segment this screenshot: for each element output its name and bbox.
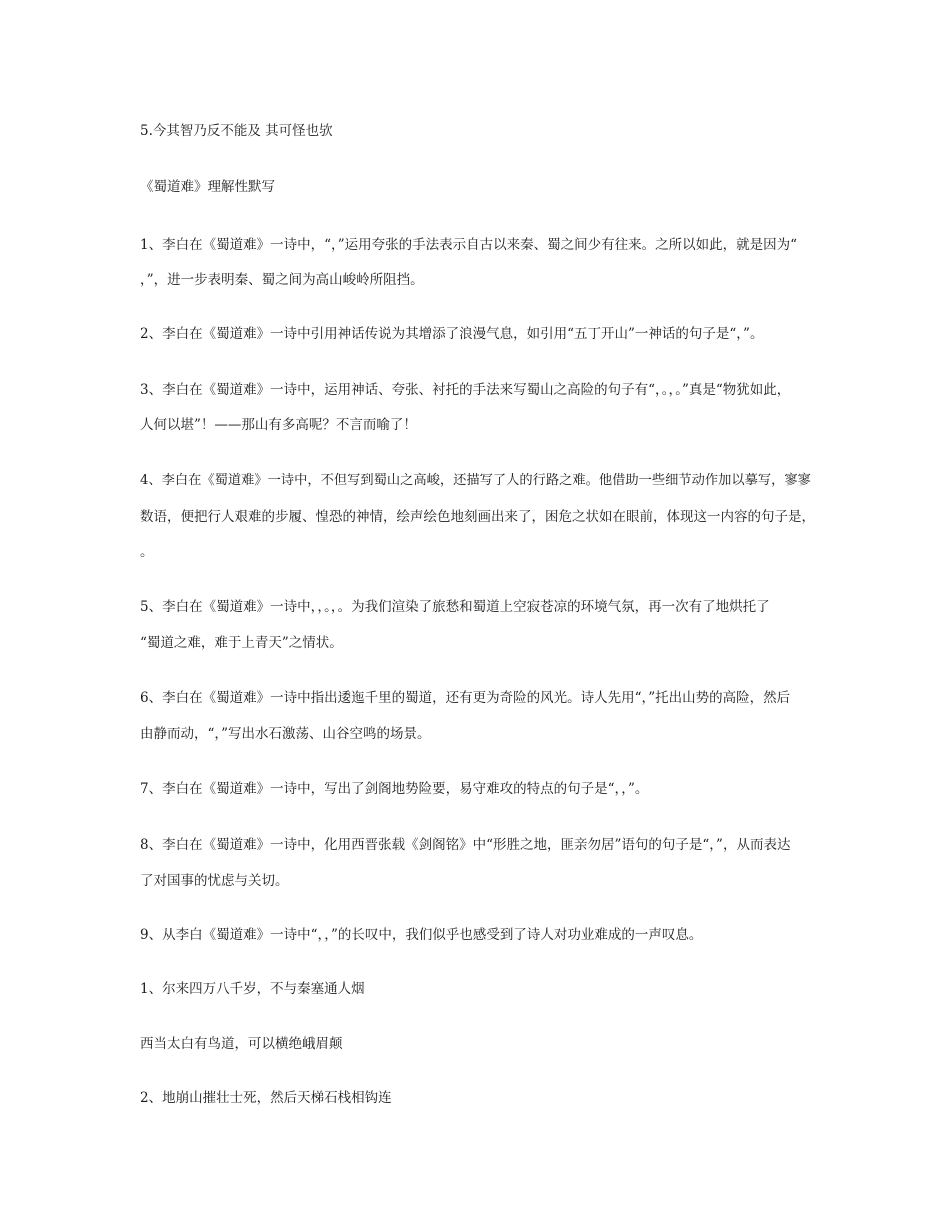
text-line: “蜀道之难，难于上青天”之情状。 [140,635,343,651]
text-line: ，”，进一步表明秦、蜀之间为高山峻岭所阻挡。 [140,272,424,288]
text-line: 了对国事的忧虑与关切。 [140,873,289,889]
text-line: 8、李白在《蜀道难》一诗中，化用西晋张载《剑阁铭》中“形胜之地，匪亲勿居”语句的句子是“，”，从而表达 [140,837,791,853]
text-line: 3、李白在《蜀道难》一诗中，运用神话、夸张、衬托的手法来写蜀山之高险的句子有“，。，。”真是“物犹如此， [140,382,791,398]
text-line: 5.今其智乃反不能及 其可怪也欤 [140,123,333,139]
text-line: 2、李白在《蜀道难》一诗中引用神话传说为其增添了浪漫气息，如引用“五丁开山”一神话的句子是“，”。 [140,326,764,342]
text-line: 西当太白有鸟道，可以横绝峨眉颠 [140,1036,343,1052]
text-line: 。 [140,544,154,560]
section-heading: 《蜀道难》理解性默写 [140,179,275,195]
text-line: 由静而动，“，”写出水石激荡、山谷空鸣的场景。 [140,726,431,742]
text-line: 1、尔来四万八千岁，不与秦塞通人烟 [140,981,365,997]
text-line: 4、李白在《蜀道难》一诗中，不但写到蜀山之高峻，还描写了人的行路之难。他借助一些细节动作加以摹写，寥寥 [140,473,811,488]
text-line: 人何以堪”！——那山有多高呢？不言而喻了！ [140,417,417,433]
text-line: 2、地崩山摧壮士死，然后天梯石栈相钩连 [140,1090,392,1106]
text-line: 7、李白在《蜀道难》一诗中，写出了剑阁地势险要，易守难攻的特点的句子是“，，”。 [140,781,649,797]
text-line: 5、李白在《蜀道难》一诗中，，。，。为我们渲染了旅愁和蜀道上空寂苍凉的环境气氛，再一次有了地烘托了 [140,599,770,615]
text-line: 1、李白在《蜀道难》一诗中，“，”运用夸张的手法表示自古以来秦、蜀之间少有往来。之所以如此，就是因为“ [140,237,798,253]
text-line: 6、李白在《蜀道难》一诗中指出逶迤千里的蜀道，还有更为奇险的风光。诗人先用“，”托出山势的高险，然后 [140,690,791,706]
text-line: 9、从李白《蜀道难》一诗中“，，”的长叹中，我们似乎也感受到了诗人对功业难成的一声叹息。 [140,927,703,943]
text-line: 数语，便把行人艰难的步履、惶恐的神情，绘声绘色地刻画出来了，困危之状如在眼前，体现这一内容的句子是， [140,509,815,525]
